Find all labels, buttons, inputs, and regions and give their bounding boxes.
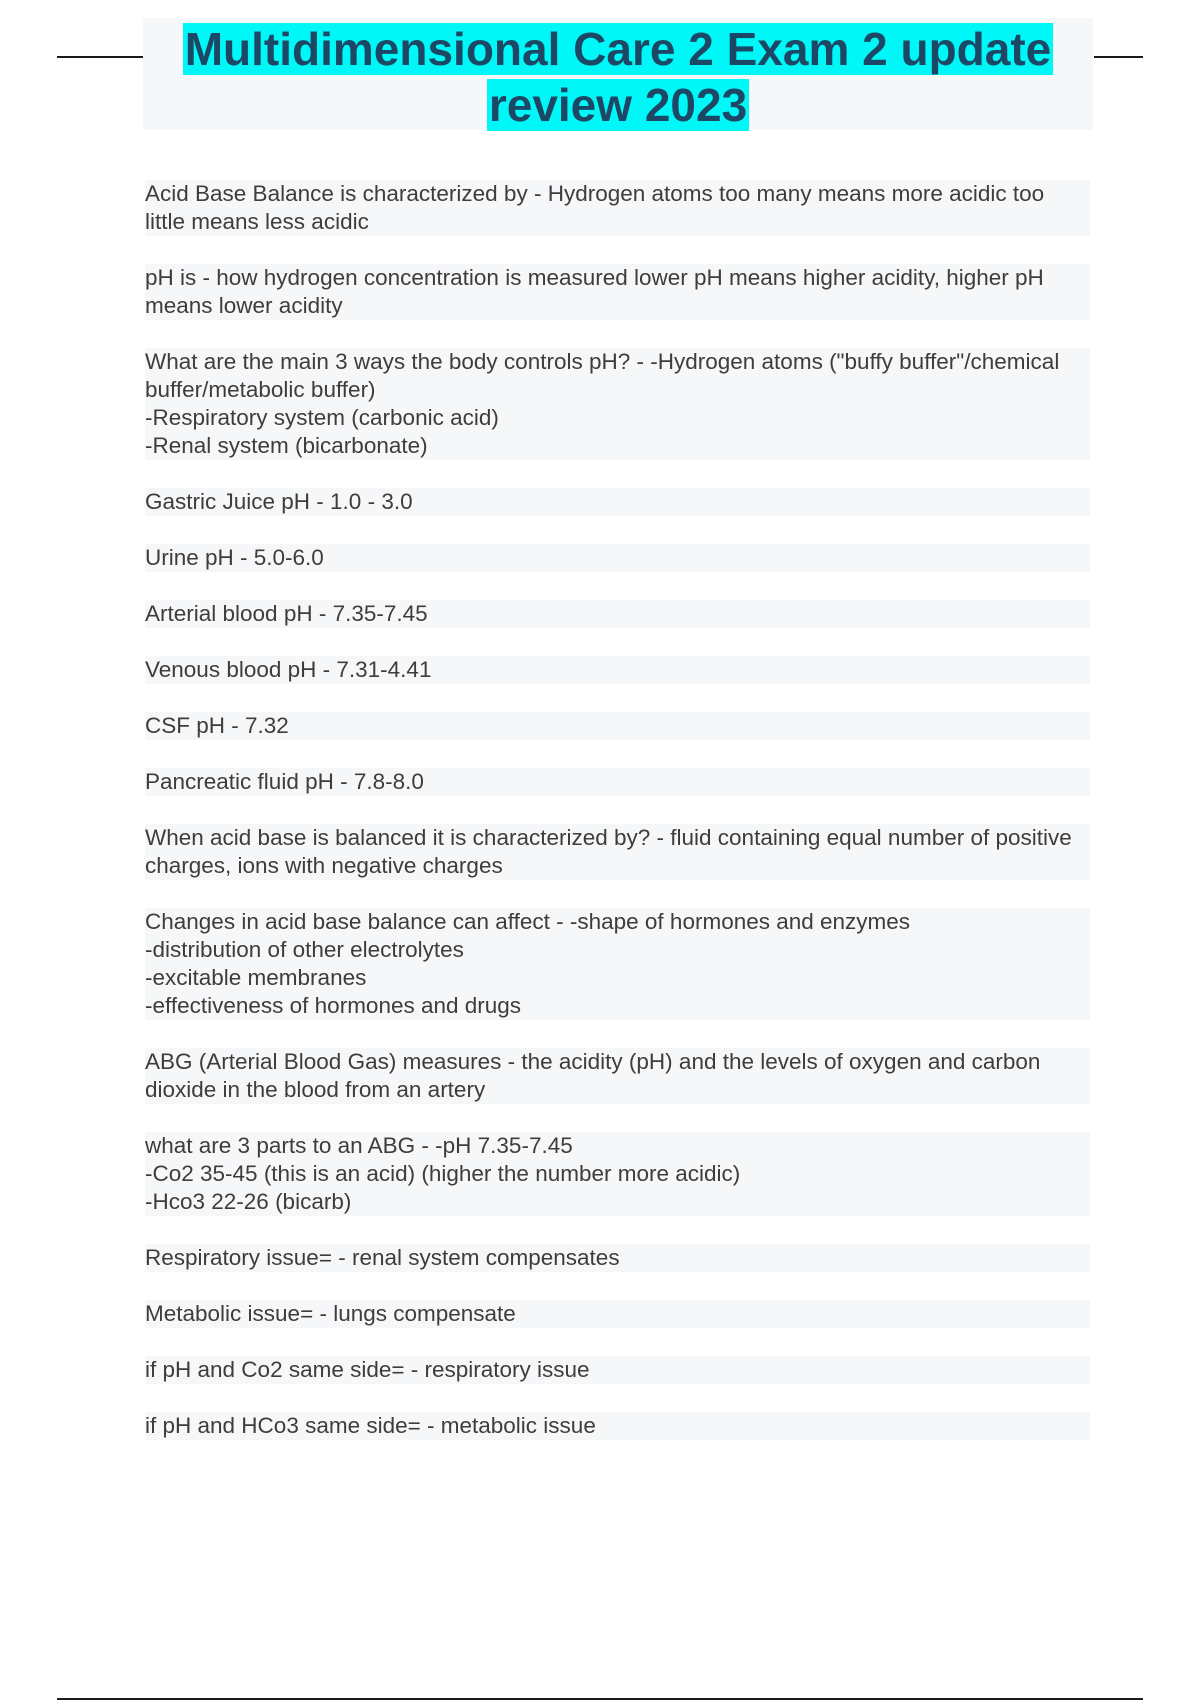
entry-balanced-characterized: When acid base is balanced it is characterized by? - fluid containing equal number of positive charges, ions with negative charges xyxy=(145,824,1090,880)
entry-changes-affect: Changes in acid base balance can affect - -shape of hormones and enzymes -distribution of other electrolytes -excitable membranes -effectiveness of hormones and drugs xyxy=(145,908,1090,1020)
entry-csf-ph: CSF pH - 7.32 xyxy=(145,712,1090,740)
title-rule-right xyxy=(1094,56,1143,58)
document-title xyxy=(143,18,1093,133)
entry-ph-co2-same-side: if pH and Co2 same side= - respiratory issue xyxy=(145,1356,1090,1384)
title-box xyxy=(143,18,1093,130)
entry-pancreatic-fluid-ph: Pancreatic fluid pH - 7.8-8.0 xyxy=(145,768,1090,796)
entry-venous-blood-ph: Venous blood pH - 7.31-4.41 xyxy=(145,656,1090,684)
title-rule-left xyxy=(57,56,143,58)
entry-ph-hco3-same-side: if pH and HCo3 same side= - metabolic issue xyxy=(145,1412,1090,1440)
entry-arterial-blood-ph: Arterial blood pH - 7.35-7.45 xyxy=(145,600,1090,628)
entry-ph-control-ways: What are the main 3 ways the body controls pH? - -Hydrogen atoms ("buffy buffer"/chemical buffer/metabolic buffer) -Respiratory system (carbonic acid) -Renal system (bicarbonate) xyxy=(145,348,1090,460)
entry-ph-definition: pH is - how hydrogen concentration is measured lower pH means higher acidity, higher pH means lower acidity xyxy=(145,264,1090,320)
entry-abg-measures: ABG (Arterial Blood Gas) measures - the acidity (pH) and the levels of oxygen and carbon dioxide in the blood from an artery xyxy=(145,1048,1090,1104)
entry-urine-ph: Urine pH - 5.0-6.0 xyxy=(145,544,1090,572)
entry-gastric-juice-ph: Gastric Juice pH - 1.0 - 3.0 xyxy=(145,488,1090,516)
entry-abg-parts: what are 3 parts to an ABG - -pH 7.35-7.45 -Co2 35-45 (this is an acid) (higher the number more acidic) -Hco3 22-26 (bicarb) xyxy=(145,1132,1090,1216)
entry-respiratory-issue: Respiratory issue= - renal system compensates xyxy=(145,1244,1090,1272)
document-body xyxy=(145,180,1090,1468)
document-title-text: Multidimensional Care 2 Exam 2 update review 2023 xyxy=(184,23,1052,131)
entry-acid-base-balance: Acid Base Balance is characterized by - Hydrogen atoms too many means more acidic too little means less acidic xyxy=(145,180,1090,236)
entry-metabolic-issue: Metabolic issue= - lungs compensate xyxy=(145,1300,1090,1328)
